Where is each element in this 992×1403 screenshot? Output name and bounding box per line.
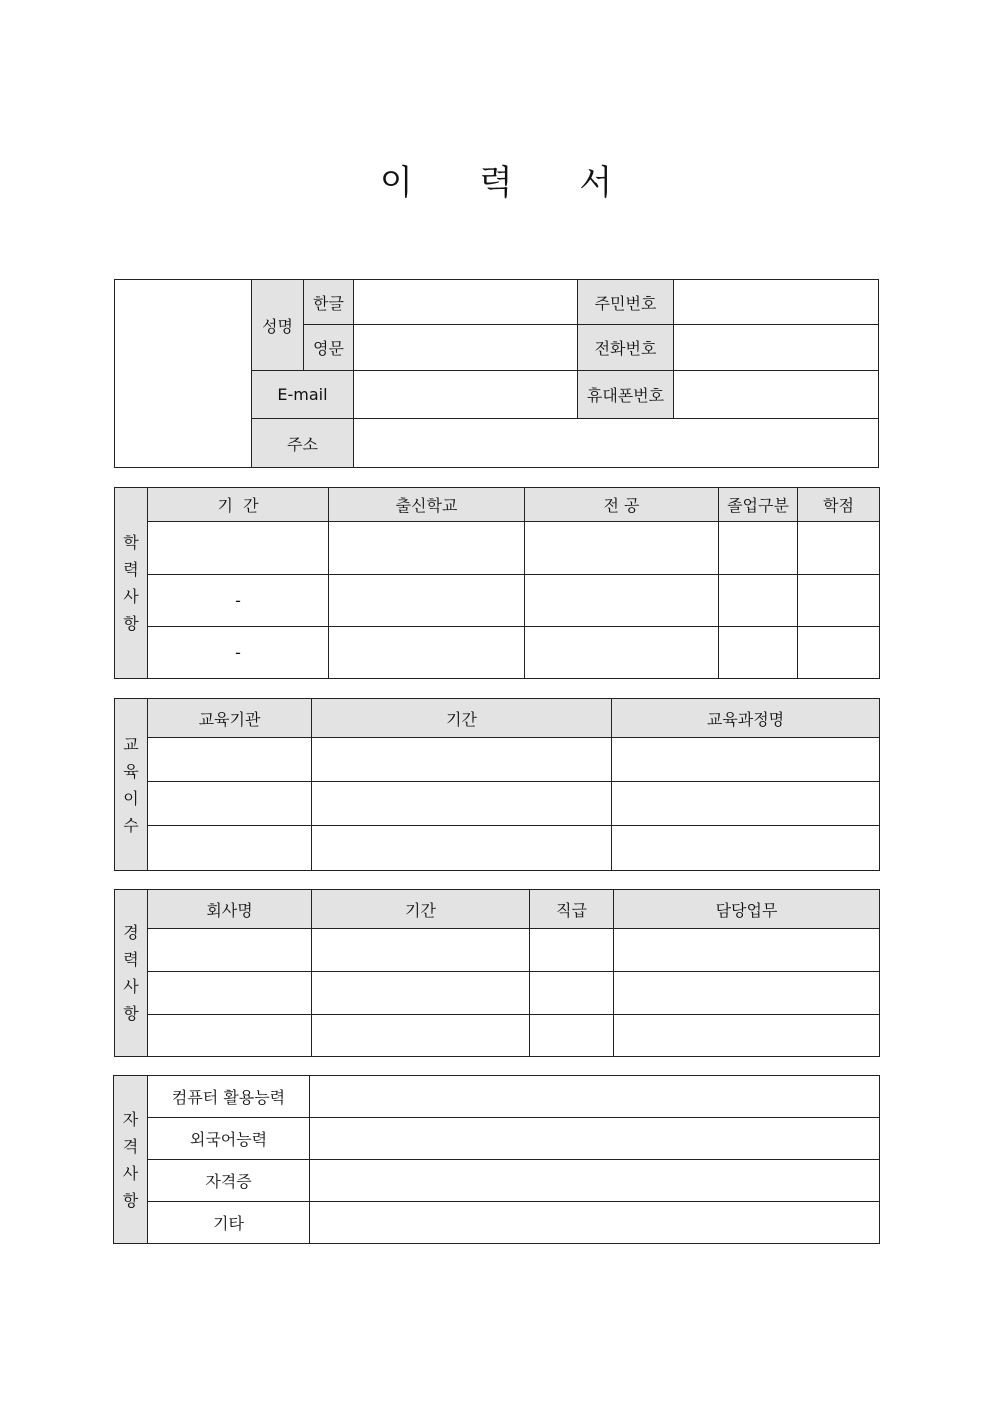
career-header-duties: 담당업무	[614, 890, 880, 929]
table-row	[115, 972, 880, 1015]
career-period-field[interactable]	[312, 929, 530, 972]
edu-credit-field[interactable]	[798, 522, 880, 575]
training-header-course: 교육과정명	[612, 699, 880, 738]
edu-credit-field[interactable]	[798, 575, 880, 627]
career-duties-field[interactable]	[614, 929, 880, 972]
edu-school-field[interactable]	[329, 627, 525, 679]
training-period-field[interactable]	[312, 738, 612, 782]
edu-graduation-field[interactable]	[719, 627, 798, 679]
phone-label: 전화번호	[578, 325, 674, 371]
email-field[interactable]	[354, 371, 578, 419]
resident-no-field[interactable]	[674, 280, 879, 325]
phone-field[interactable]	[674, 325, 879, 371]
edu-header-major: 전 공	[525, 488, 719, 522]
edu-school-field[interactable]	[329, 522, 525, 575]
training-course-field[interactable]	[612, 782, 880, 826]
email-label: E-mail	[252, 371, 354, 419]
training-header-institution: 교육기관	[148, 699, 312, 738]
career-position-field[interactable]	[530, 972, 614, 1015]
edu-graduation-field[interactable]	[719, 575, 798, 627]
english-name-label: 영문	[304, 325, 354, 371]
english-name-field[interactable]	[354, 325, 578, 371]
career-side-label: 경 력 사 항	[115, 890, 148, 1057]
education-table	[114, 487, 880, 679]
edu-period-field[interactable]	[148, 522, 329, 575]
career-company-field[interactable]	[148, 972, 312, 1015]
table-row	[115, 738, 880, 782]
career-period-field[interactable]	[312, 1015, 530, 1057]
personal-info-table	[114, 279, 879, 468]
training-course-field[interactable]	[612, 738, 880, 782]
table-row	[115, 575, 880, 627]
table-row	[115, 782, 880, 826]
career-table	[114, 889, 880, 1057]
edu-school-field[interactable]	[329, 575, 525, 627]
table-row	[115, 1015, 880, 1057]
mobile-label: 휴대폰번호	[578, 371, 674, 419]
table-row	[115, 627, 880, 679]
edu-credit-field[interactable]	[798, 627, 880, 679]
training-period-field[interactable]	[312, 782, 612, 826]
table-row	[115, 826, 880, 871]
page-title: 이 력 서	[379, 163, 641, 203]
edu-graduation-field[interactable]	[719, 522, 798, 575]
table-row	[115, 929, 880, 972]
career-company-field[interactable]	[148, 1015, 312, 1057]
computer-skill-label: 컴퓨터 활용능력	[148, 1076, 310, 1118]
education-side-label: 학 력 사 항	[115, 488, 148, 679]
name-label: 성명	[252, 280, 304, 371]
training-side-label: 교 육 이 수	[115, 699, 148, 871]
edu-period-field[interactable]: -	[148, 575, 329, 627]
edu-major-field[interactable]	[525, 575, 719, 627]
qualification-table	[113, 1075, 880, 1244]
training-institution-field[interactable]	[148, 782, 312, 826]
certificate-field[interactable]	[310, 1160, 880, 1202]
training-institution-field[interactable]	[148, 738, 312, 782]
language-skill-field[interactable]	[310, 1118, 880, 1160]
career-position-field[interactable]	[530, 1015, 614, 1057]
edu-header-period: 기 간	[148, 488, 329, 522]
qualification-side-label: 자 격 사 항	[114, 1076, 148, 1244]
other-label: 기타	[148, 1202, 310, 1244]
korean-name-label: 한글	[304, 280, 354, 325]
career-position-field[interactable]	[530, 929, 614, 972]
photo-box[interactable]	[115, 280, 252, 468]
career-header-position: 직급	[530, 890, 614, 929]
training-period-field[interactable]	[312, 826, 612, 871]
edu-major-field[interactable]	[525, 627, 719, 679]
edu-header-school: 출신학교	[329, 488, 525, 522]
career-company-field[interactable]	[148, 929, 312, 972]
address-label: 주소	[252, 419, 354, 468]
career-header-company: 회사명	[148, 890, 312, 929]
resident-no-label: 주민번호	[578, 280, 674, 325]
training-course-field[interactable]	[612, 826, 880, 871]
training-institution-field[interactable]	[148, 826, 312, 871]
certificate-label: 자격증	[148, 1160, 310, 1202]
edu-period-field[interactable]: -	[148, 627, 329, 679]
career-header-period: 기간	[312, 890, 530, 929]
career-duties-field[interactable]	[614, 1015, 880, 1057]
language-skill-label: 외국어능력	[148, 1118, 310, 1160]
career-duties-field[interactable]	[614, 972, 880, 1015]
edu-header-graduation: 졸업구분	[719, 488, 798, 522]
career-period-field[interactable]	[312, 972, 530, 1015]
mobile-field[interactable]	[674, 371, 879, 419]
edu-major-field[interactable]	[525, 522, 719, 575]
training-header-period: 기간	[312, 699, 612, 738]
address-field[interactable]	[354, 419, 879, 468]
computer-skill-field[interactable]	[310, 1076, 880, 1118]
other-field[interactable]	[310, 1202, 880, 1244]
korean-name-field[interactable]	[354, 280, 578, 325]
training-table	[114, 698, 880, 871]
table-row	[115, 522, 880, 575]
edu-header-credit: 학점	[798, 488, 880, 522]
